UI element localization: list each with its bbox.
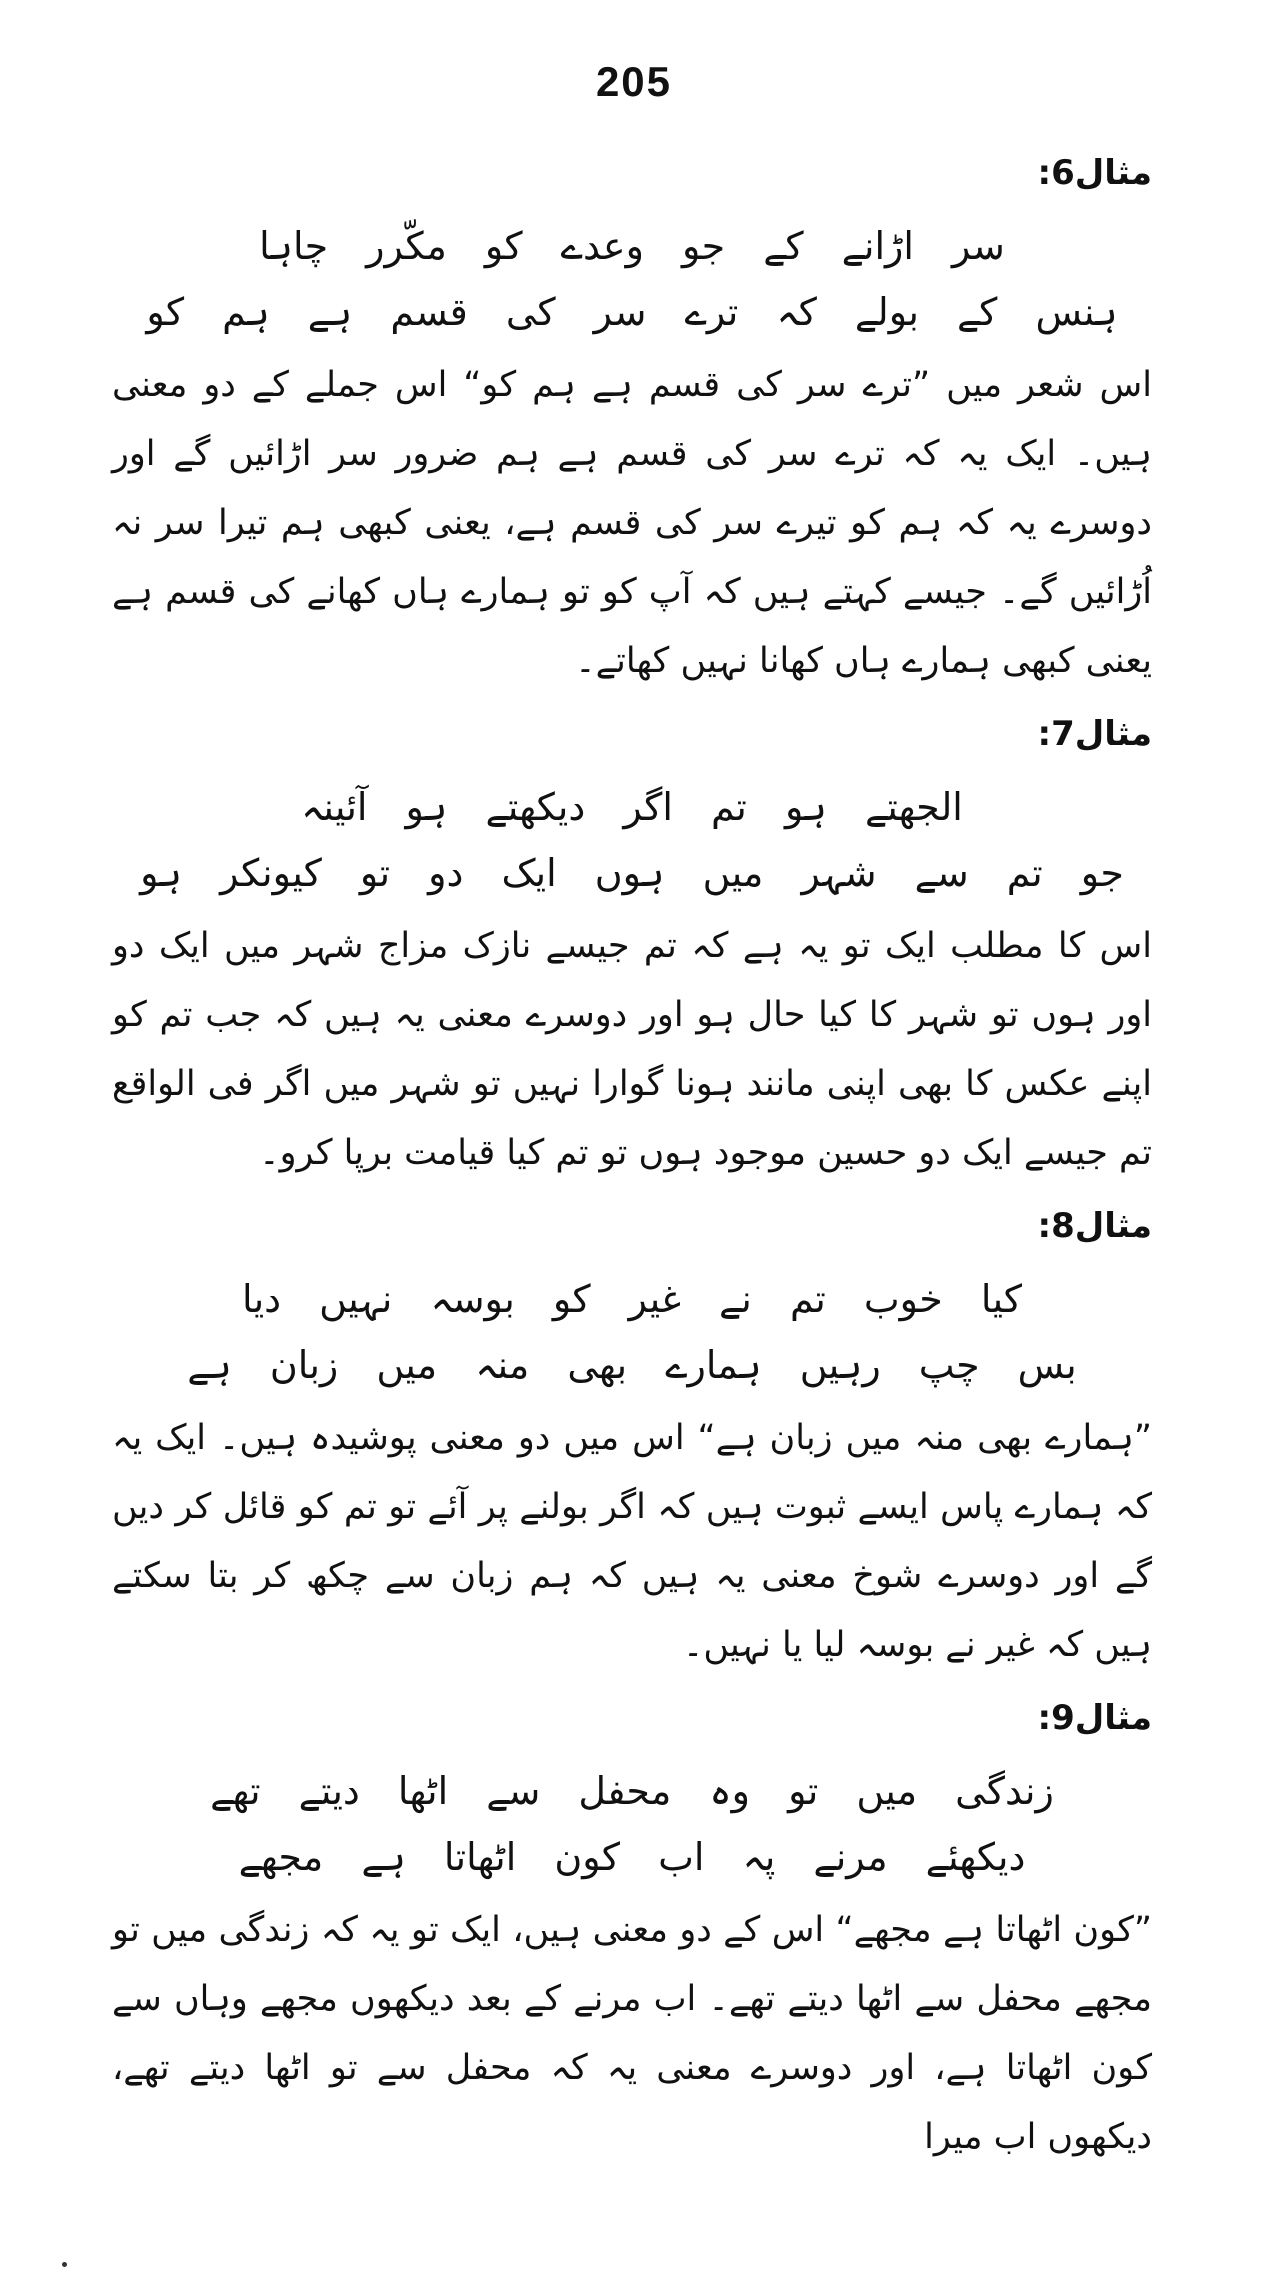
example-label: مثال6: [1037, 153, 1152, 193]
verse-line: کیا خوب تم نے غیر کو بوسہ نہیں دیا [241, 1277, 1023, 1321]
verse-couplet [112, 213, 1152, 345]
page-content [112, 145, 1152, 2182]
example-7 [112, 706, 1152, 1188]
verse-line: ہنس کے بولے کہ ترے سر کی قسم ہے ہم کو [146, 290, 1118, 334]
example-8 [112, 1198, 1152, 1680]
scan-speck [62, 2262, 67, 2267]
verse-line: الجھتے ہو تم اگر دیکھتے ہو آئینہ [301, 785, 963, 829]
explanation-paragraph: ”کون اٹھاتا ہے مجھے“ اس کے دو معنی ہیں، ایک تو یہ کہ زندگی میں تو مجھے محفل سے اٹھا دیتے تھے۔ اب مرنے کے بعد دیکھوں مجھے وہاں سے کون اٹھاتا ہے، اور دوسرے معنی یہ کہ محفل سے تو اٹھا دیتے تھے، دیکھوں اب میرا [112, 1910, 1152, 2157]
example-label: مثال9: [1037, 1698, 1152, 1738]
explanation-paragraph: اس کا مطلب ایک تو یہ ہے کہ تم جیسے نازک مزاج شہر میں ایک دو اور ہوں تو شہر کا کیا حال ہو اور دوسرے معنی یہ ہیں کہ جب تم کو اپنے عکس کا بھی اپنی مانند ہونا گوارا نہیں تو شہر میں اگر فی الواقع تم جیسے ایک دو حسین موجود ہوں تو تم کیا قیامت برپا کرو۔ [112, 926, 1152, 1173]
verse-line: جو تم سے شہر میں ہوں ایک دو تو کیونکر ہو [140, 851, 1124, 895]
explanation-paragraph: ”ہمارے بھی منہ میں زبان ہے“ اس میں دو معنی پوشیدہ ہیں۔ ایک یہ کہ ہمارے پاس ایسے ثبوت ہیں کہ اگر بولنے پر آئے تو تم کو قائل کر دیں گے اور دوسرے شوخ معنی یہ ہیں کہ ہم زبان سے چکھ کر بتا سکتے ہیں کہ غیر نے بوسہ لیا یا نہیں۔ [112, 1418, 1152, 1665]
verse-couplet [112, 1266, 1152, 1398]
verse-line: بس چپ رہیں ہمارے بھی منہ میں زبان ہے [187, 1343, 1077, 1387]
verse-couplet [112, 1758, 1152, 1890]
example-6 [112, 145, 1152, 696]
verse-line: سر اڑانے کے جو وعدے کو مکّرر چاہا [259, 224, 1005, 268]
example-label: مثال8: [1037, 1206, 1152, 1246]
example-9 [112, 1690, 1152, 2172]
verse-line: زندگی میں تو وہ محفل سے اٹھا دیتے تھے [210, 1769, 1054, 1813]
explanation-paragraph: اس شعر میں ”ترے سر کی قسم ہے ہم کو“ اس جملے کے دو معنی ہیں۔ ایک یہ کہ ترے سر کی قسم ہے ہم ضرور سر اڑائیں گے اور دوسرے یہ کہ ہم کو تیرے سر کی قسم ہے، یعنی کبھی ہم تیرا سر نہ اُڑائیں گے۔ جیسے کہتے ہیں کہ آپ کو تو ہمارے ہاں کھانے کی قسم ہے یعنی کبھی ہمارے ہاں کھانا نہیں کھاتے۔ [112, 365, 1152, 681]
verse-line: دیکھئے مرنے پہ اب کون اٹھاتا ہے مجھے [238, 1835, 1026, 1879]
page-number: 205 [595, 58, 673, 105]
example-label: مثال7: [1037, 714, 1152, 754]
verse-couplet [112, 774, 1152, 906]
